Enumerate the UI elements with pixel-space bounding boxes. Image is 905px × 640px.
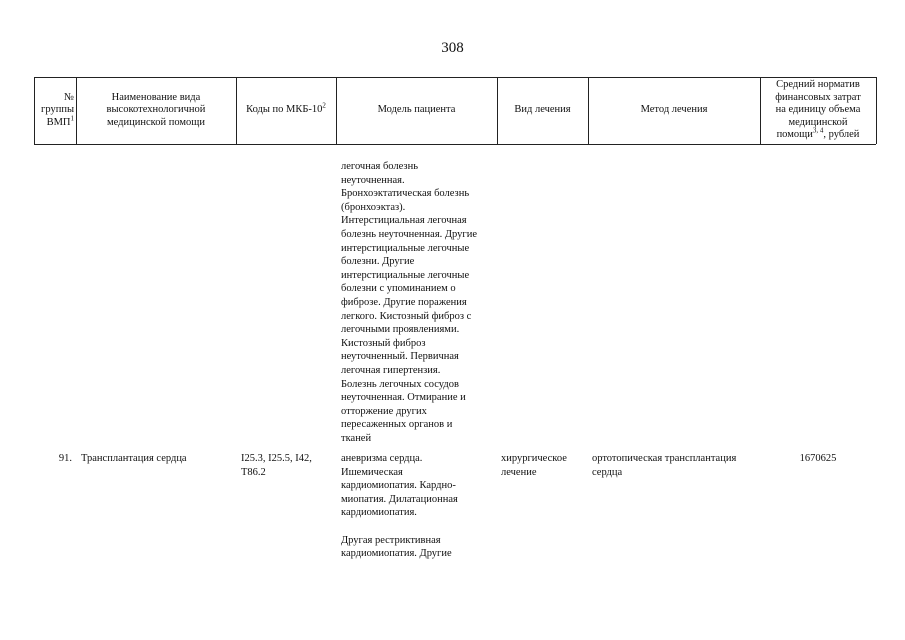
header-vmp-name [76, 77, 236, 144]
header-text: на единицу объема [775, 104, 861, 116]
text-line: интерстициальные легочные [341, 269, 470, 281]
header-group-number [34, 77, 76, 144]
text-line: отторжение других [341, 405, 427, 417]
text-line: T86.2 [241, 466, 266, 478]
text-line: легочными проявлениями. [341, 324, 460, 336]
text-line: фиброзе. Другие поражения [341, 296, 467, 308]
text-line: Болезнь легочных сосудов [341, 378, 459, 390]
header-text: Наименование вида [111, 91, 201, 103]
text-line: неуточненная. Отмирание и [341, 392, 466, 404]
row-average-cost: 1670625 [799, 453, 837, 464]
header-text: , рублей [823, 129, 860, 141]
header-icd-codes [236, 77, 336, 144]
row-patient-model [341, 452, 458, 561]
header-treatment-type [497, 77, 588, 144]
text-line: кардиомиопатия. [341, 507, 417, 519]
text-line: сердца [592, 466, 623, 478]
text-line: легочная болезнь [341, 161, 418, 172]
header-text: № [63, 91, 74, 103]
text-line: Бронхоэктатическая болезнь [341, 188, 470, 200]
header-text: Коды по МКБ-10 [246, 104, 323, 116]
footnote-mark: 2 [322, 101, 326, 110]
text-line: ортотопическая трансплантация [592, 453, 737, 464]
row-vmp-name: Трансплантация сердца [81, 453, 187, 464]
column-divider [876, 77, 877, 144]
text-line: легочная гипертензия. [341, 364, 441, 376]
text-line: неуточненный. Первичная [341, 351, 459, 363]
header-patient-model [336, 77, 497, 144]
text-line: болезни. Другие [341, 256, 415, 268]
text-line: кардиомиопатия. Другие [341, 548, 452, 560]
text-line: тканей [341, 432, 372, 444]
text-line: болезни с упоминанием о [341, 283, 456, 295]
header-average-cost [760, 77, 876, 144]
footnote-mark: 1 [70, 114, 74, 123]
header-text: группы [41, 104, 74, 116]
header-text: Метод лечения [640, 104, 708, 116]
text-line: хирургическое [501, 453, 567, 464]
row-icd-codes [241, 452, 312, 479]
row-treatment-type [501, 452, 567, 479]
header-text: помощи [776, 129, 813, 141]
text-line: кардиомиопатия. Кардно- [341, 480, 456, 492]
text-line: (бронхоэктаз). [341, 201, 406, 213]
footnote-mark: 3, 4 [812, 126, 824, 135]
header-text: Средний норматив [776, 79, 860, 91]
text-line: миопатия. Дилатационная [341, 493, 458, 505]
text-line: Другая рестриктивная [341, 534, 441, 546]
header-text: Вид лечения [514, 104, 571, 116]
row-treatment-method [592, 452, 736, 479]
header-bottom-rule [34, 144, 876, 145]
page-number: 308 [441, 40, 464, 56]
patient-model-continuation [341, 160, 477, 445]
text-line: I25.3, I25.5, I42, [241, 453, 312, 464]
header-treatment-method [588, 77, 760, 144]
header-text: медицинской [788, 116, 848, 128]
text-line: Ишемическая [341, 466, 403, 478]
header-text: Модель пациента [377, 104, 456, 116]
text-line: болезнь неуточненная. Другие [341, 228, 478, 240]
text-line: пересаженных органов и [341, 419, 453, 431]
header-text: медицинской помощи [107, 116, 205, 128]
text-line: интерстициальные легочные [341, 242, 470, 254]
text-line: неуточненная. [341, 174, 405, 186]
header-text: финансовых затрат [775, 91, 861, 103]
header-text: ВМП [46, 116, 71, 128]
text-line: лечение [501, 466, 537, 478]
row-number: 91. [58, 453, 72, 464]
text-line: Кистозный фиброз [341, 337, 426, 349]
header-text: высокотехнологичной [106, 104, 206, 116]
text-line: легкого. Кистозный фиброз с [341, 310, 472, 322]
text-line: Интерстициальная легочная [341, 215, 467, 227]
text-line: аневризма сердца. [341, 453, 423, 464]
